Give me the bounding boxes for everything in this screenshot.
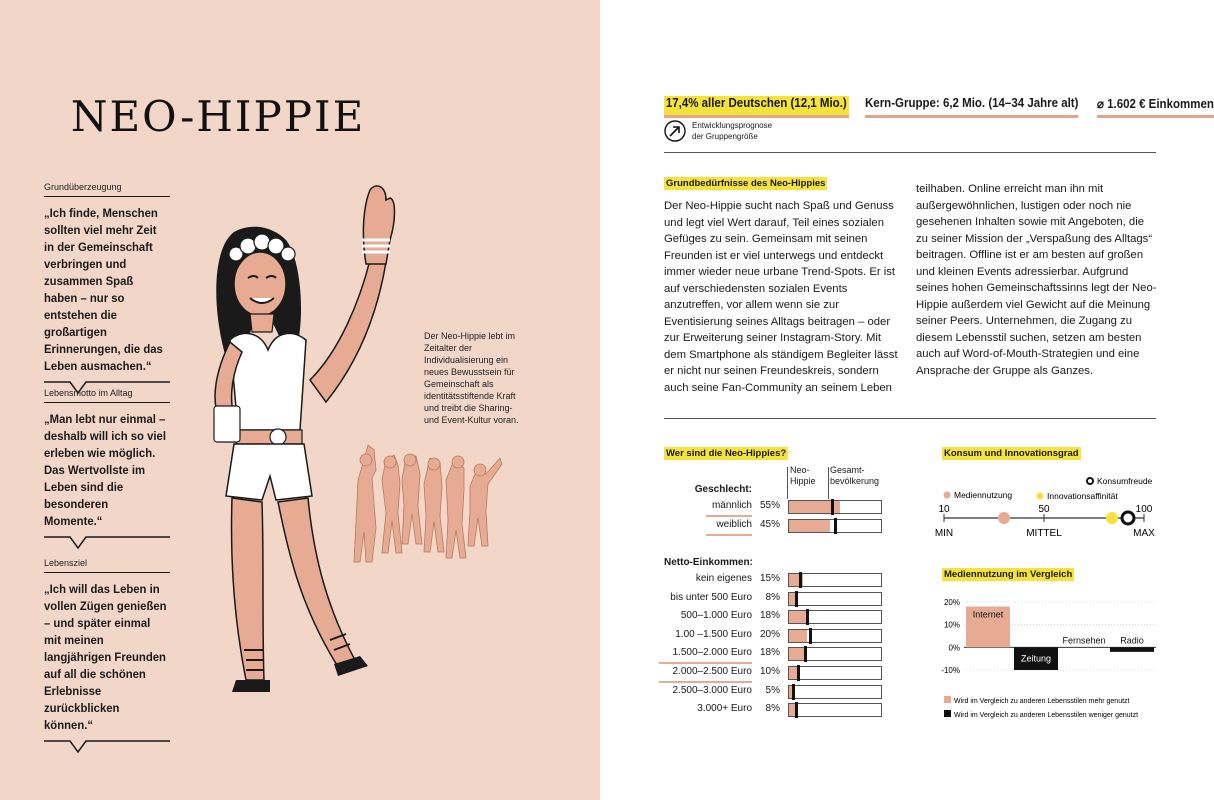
bar-label: Fernsehen	[1062, 635, 1106, 646]
bar-track	[788, 647, 882, 661]
label-underline	[659, 662, 752, 664]
speech-bubble-tail	[44, 740, 170, 754]
left-page	[0, 0, 600, 800]
bar-label: Internet	[972, 609, 1004, 620]
row-percent: 15%	[759, 573, 780, 584]
bar-fill	[789, 611, 806, 623]
row-label: 2.500–3.000 Euro	[672, 684, 752, 696]
body-column-1: Der Neo-Hippie sucht nach Spaß und Genuss und legt viel Wert darauf, Teil eines sozialen Gefüges zu sein. Gemeinsam mit seinen Freunden ist er viel unterwegs und entdeckt immer wieder neue urbane Trend-Spots. Er ist auf verschiedensten sozialen Events anzutreffen, vor allem wenn sie zur Eventisierung seines Alltags beitragen – oder zur Erweiterung seiner Instagram-Story. Mit dem Smartphone als ständigem Begleiter lässt er nicht nur seinen Freundeskreis, sondern auch seine Fan-Community an seinem Leben	[664, 200, 898, 394]
divider	[664, 418, 1156, 419]
left-leg-shape	[232, 498, 264, 680]
legend-label-less: Wird im Vergleich zu anderen Lebensstilen weniger genutzt	[954, 712, 1139, 719]
crowd-silhouette-icon	[354, 445, 502, 562]
bar-track	[788, 703, 882, 717]
legend-label-more: Wird im Vergleich zu anderen Lebensstilen mehr genutzt	[954, 698, 1130, 705]
scale-axis-label: MIN	[934, 528, 954, 539]
y-tick-label: 20%	[943, 598, 960, 607]
fact-core: Kern-Gruppe: 6,2 Mio. (14–34 Jahre alt)	[865, 96, 1078, 118]
consumption-heading: Konsum und Innovationsgrad	[944, 448, 1079, 459]
population-marker	[834, 518, 837, 534]
row-label: bis unter 500 Euro	[670, 591, 752, 603]
quote-text: „Man lebt nur einmal – deshalb will ich so viel erleben wie möglich. Das Wertvollste im Leben sind die besonderen Momente.“	[44, 412, 166, 528]
population-marker	[795, 591, 798, 607]
population-marker	[806, 609, 809, 625]
row-percent: 55%	[759, 500, 780, 511]
population-marker	[809, 628, 812, 644]
bar-track	[788, 519, 882, 533]
trend-label-2: der Gruppengröße	[692, 132, 758, 141]
row-percent: 5%	[765, 684, 780, 696]
bar-track	[788, 666, 882, 680]
row-percent: 18%	[759, 647, 780, 659]
innovation-legend-dot	[1037, 493, 1044, 500]
label-underline	[659, 681, 752, 683]
bar-label: Radio	[1120, 635, 1144, 646]
quote-text: „Ich will das Leben in vollen Zügen genießen – und später einmal mit meinen langjährigen Freunden auf all die schönen Erlebnisse zurückblicken können.“	[44, 582, 167, 732]
consumption-legend-dot	[1087, 478, 1093, 484]
bar	[1110, 647, 1154, 652]
bar-track	[788, 629, 882, 643]
who-col-group: Neo-Hippie	[790, 465, 816, 486]
scale-tick-label: 100	[1135, 504, 1153, 515]
media-marker	[998, 512, 1010, 524]
top-shape	[230, 333, 306, 430]
media-legend-label: Mediennutzung	[954, 490, 1013, 500]
y-tick-label: -10%	[941, 666, 960, 675]
bar-track	[788, 610, 882, 624]
row-label: 2.000–2.500 Euro	[672, 666, 752, 677]
body-column-2: teilhaben. Online erreicht man ihn mit außergewöhnlichen, lustigen oder noch nie gesehenen Inhalten sowie mit Angeboten, die zu seiner Mission der „Verspaßung des Alltags“ beitragen. Offline ist er am besten auf großen und kleinen Events adressierbar. Aufgrund seines hohen Gemeinschaftssinns legt der Neo-Hippie außerdem viel Gewicht auf die Meinung seiner Peers. Unternehmen, die Zugang zu diesem Lebensstil suchen, setzen am besten auch auf Word-of-Mouth-Strategien und eine Ansprache der Gruppe als Ganzes.	[916, 183, 1157, 377]
population-marker	[799, 572, 802, 588]
population-marker	[797, 665, 800, 681]
who-col-total: Gesamt-bevölkerung	[830, 465, 880, 486]
label-underline	[706, 534, 752, 536]
trend-arrow-icon	[664, 120, 686, 142]
shorts-shape	[226, 444, 312, 500]
column-guide	[828, 467, 829, 499]
row-label: 500–1.000 Euro	[680, 610, 752, 622]
quote-block-belief	[44, 182, 170, 395]
legend-swatch-less	[944, 710, 951, 717]
quote-label: Grundüberzeugung	[44, 182, 170, 197]
media-legend-dot	[944, 492, 951, 499]
gender-label: Geschlecht:	[694, 484, 752, 495]
trend-label-1: Entwicklungsprognose	[692, 121, 773, 130]
quote-block-goal	[44, 558, 170, 754]
right-page	[600, 0, 1214, 800]
bar-fill	[789, 630, 807, 642]
innovation-marker	[1106, 512, 1118, 524]
population-marker	[831, 499, 834, 515]
bar-track	[788, 573, 882, 587]
income-label: Netto-Einkommen:	[664, 557, 753, 568]
column-guide	[787, 467, 788, 499]
y-tick-label: 0%	[948, 643, 960, 653]
quote-text: „Ich finde, Menschen sollten viel mehr Zeit in der Gemeinschaft verbringen und zusammen Spaß haben – nur so entstehen die großartigen Erinnerungen, die das Leben ausmachen.“	[44, 206, 163, 373]
speech-bubble-tail	[44, 536, 170, 550]
row-label: weiblich	[716, 519, 752, 530]
quote-label: Lebensmotto im Alltag	[44, 388, 170, 403]
bar-track	[788, 500, 882, 514]
row-label: kein eigenes	[695, 573, 752, 584]
scale-axis-label: MAX	[1133, 528, 1155, 539]
face-shape	[234, 252, 286, 316]
innovation-legend-label: Innovationsaffinität	[1047, 491, 1118, 501]
row-label: 1.500–2.000 Euro	[672, 647, 752, 659]
row-percent: 18%	[759, 610, 780, 622]
media-heading: Mediennutzung im Vergleich	[944, 569, 1073, 580]
fact-share: 17,4% aller Deutschen (12,1 Mio.)	[664, 96, 849, 118]
bar-fill	[789, 520, 830, 532]
row-percent: 45%	[759, 519, 780, 530]
page-title: NEO-HIPPIE	[70, 92, 366, 141]
bar-track	[788, 685, 882, 699]
scale-axis-label: MITTEL	[1026, 528, 1062, 539]
who-heading: Wer sind die Neo-Hippies?	[666, 448, 787, 459]
row-percent: 10%	[759, 666, 780, 677]
row-percent: 8%	[765, 703, 780, 715]
trend-indicator	[664, 120, 772, 142]
y-tick-label: 10%	[943, 620, 960, 630]
needs-heading: Grundbedürfnisse des Neo-Hippies	[666, 178, 826, 189]
neo-hippie-illustration	[190, 180, 520, 720]
row-percent: 8%	[765, 591, 780, 603]
consumption-marker	[1122, 512, 1134, 524]
legend-swatch-more	[944, 696, 951, 703]
label-underline	[706, 515, 752, 517]
population-marker	[792, 684, 795, 700]
population-marker	[804, 646, 807, 662]
bar-label: Zeitung	[1020, 653, 1052, 664]
trend-text	[692, 120, 772, 142]
population-marker	[795, 702, 798, 718]
divider	[664, 152, 1156, 153]
right-leg-shape	[278, 498, 356, 670]
row-label: 3.000+ Euro	[697, 703, 752, 715]
scale-tick-label: 10	[938, 504, 950, 515]
row-label: 1.00 –1.500 Euro	[675, 628, 752, 640]
bar-track	[788, 592, 882, 606]
quote-label: Lebensziel	[44, 558, 170, 573]
scale-tick-label: 50	[1038, 504, 1050, 515]
cup-icon	[214, 406, 240, 442]
row-percent: 20%	[759, 628, 780, 640]
fact-income: ⌀ 1.602 € Einkommen	[1097, 96, 1214, 118]
side-note: Der Neo-Hippie lebt im Zeitalter der Individualisierung ein neues Bewusstsein für Gemeinschaft als identitätsstiftende Kraft und treibt die Sharing- und Event-Kultur voran.	[424, 331, 519, 425]
row-label: männlich	[711, 500, 752, 511]
quote-block-motto	[44, 388, 170, 550]
media-comparison-chart	[930, 590, 1160, 720]
consumption-legend-label: Konsumfreude	[1097, 476, 1153, 486]
fact-row	[664, 96, 1214, 118]
